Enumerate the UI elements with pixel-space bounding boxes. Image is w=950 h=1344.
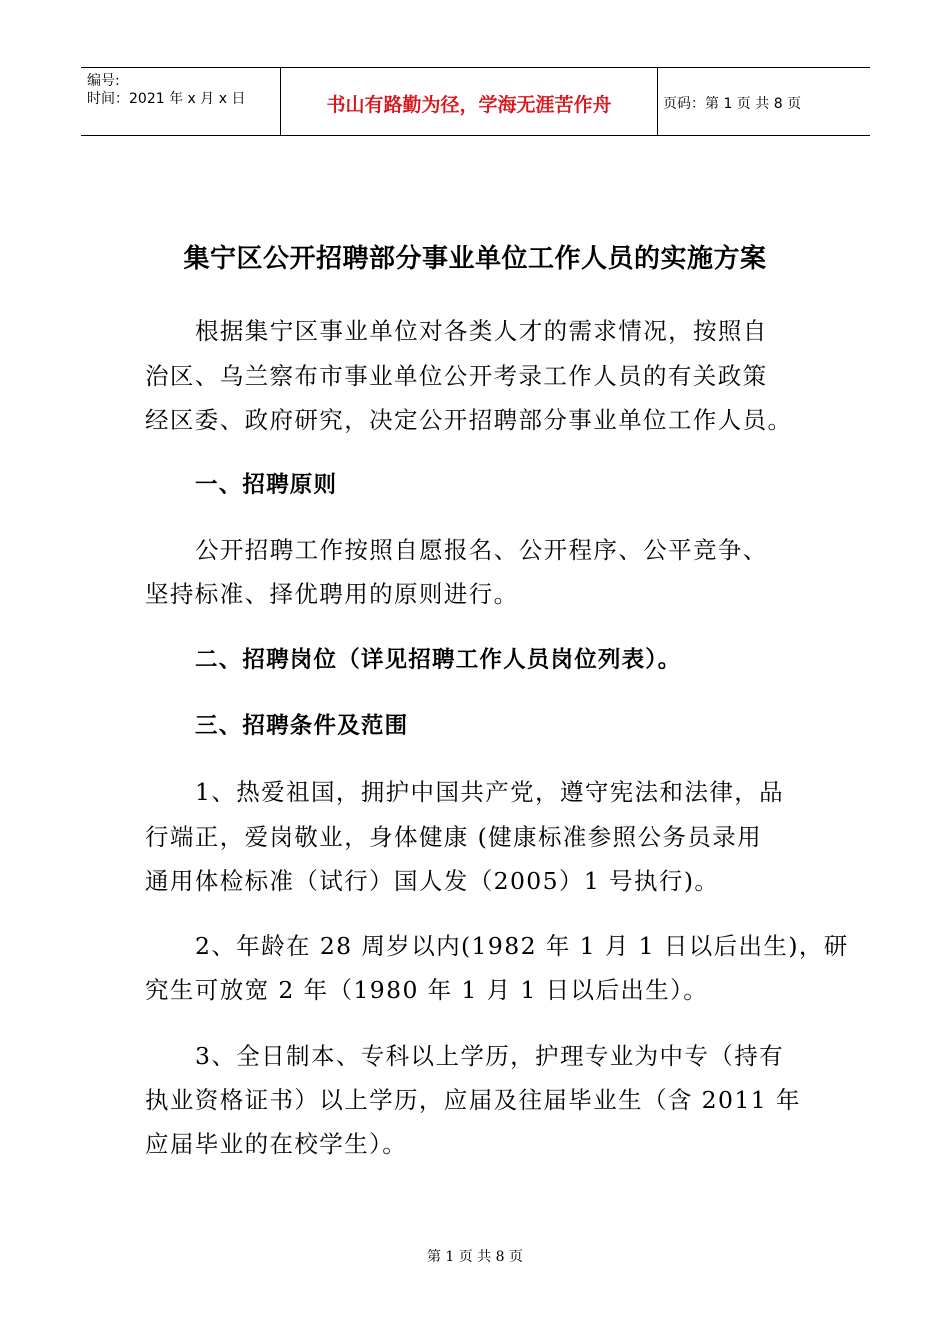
condition-1-line-3: 通用体检标准（试行）国人发（2005）1 号执行)。 xyxy=(145,867,720,895)
page-header xyxy=(81,67,870,136)
header-meta-cell xyxy=(81,68,281,135)
page-footer: 第 1 页 共 8 页 xyxy=(426,1249,524,1265)
condition-2-line-1: 2、年龄在 28 周岁以内(1982 年 1 月 1 日以后出生)，研 xyxy=(195,932,849,960)
principles-line-2: 坚持标准、择优聘用的原则进行。 xyxy=(145,580,519,608)
condition-1-line-1: 1、热爱祖国，拥护中国共产党，遵守宪法和法律，品 xyxy=(195,778,785,806)
section-heading-principles: 一、招聘原则 xyxy=(195,472,338,498)
document-title: 集宁区公开招聘部分事业单位工作人员的实施方案 xyxy=(183,244,767,274)
condition-2-line-2: 究生可放宽 2 年（1980 年 1 月 1 日以后出生）。 xyxy=(145,976,709,1004)
header-page-info: 页码：第 1 页 共 8 页 xyxy=(663,95,802,112)
condition-3-line-3: 应届毕业的在校学生）。 xyxy=(145,1130,408,1158)
condition-3-line-2: 执业资格证书）以上学历，应届及往届毕业生（含 2011 年 xyxy=(145,1086,801,1114)
condition-1-line-2: 行端正，爱岗敬业，身体健康 (健康标准参照公务员录用 xyxy=(145,823,763,851)
header-motto: 书山有路勤为径，学海无涯苦作舟 xyxy=(281,68,658,135)
intro-line-2: 治区、乌兰察布市事业单位公开考录工作人员的有关政策 xyxy=(145,362,768,390)
intro-line-3: 经区委、政府研究，决定公开招聘部分事业单位工作人员。 xyxy=(145,406,793,434)
document-time-label: 时间：2021 年 x 月 x 日 xyxy=(87,91,246,107)
section-heading-positions: 二、招聘岗位（详见招聘工作人员岗位列表）。 xyxy=(195,647,682,673)
principles-line-1: 公开招聘工作按照自愿报名、公开程序、公平竞争、 xyxy=(195,536,768,564)
intro-line-1: 根据集宁区事业单位对各类人才的需求情况，按照自 xyxy=(195,317,768,345)
condition-3-line-1: 3、全日制本、专科以上学历，护理专业为中专（持有 xyxy=(195,1042,785,1070)
section-heading-conditions: 三、招聘条件及范围 xyxy=(195,713,409,739)
document-number-label: 编号: xyxy=(87,73,120,89)
